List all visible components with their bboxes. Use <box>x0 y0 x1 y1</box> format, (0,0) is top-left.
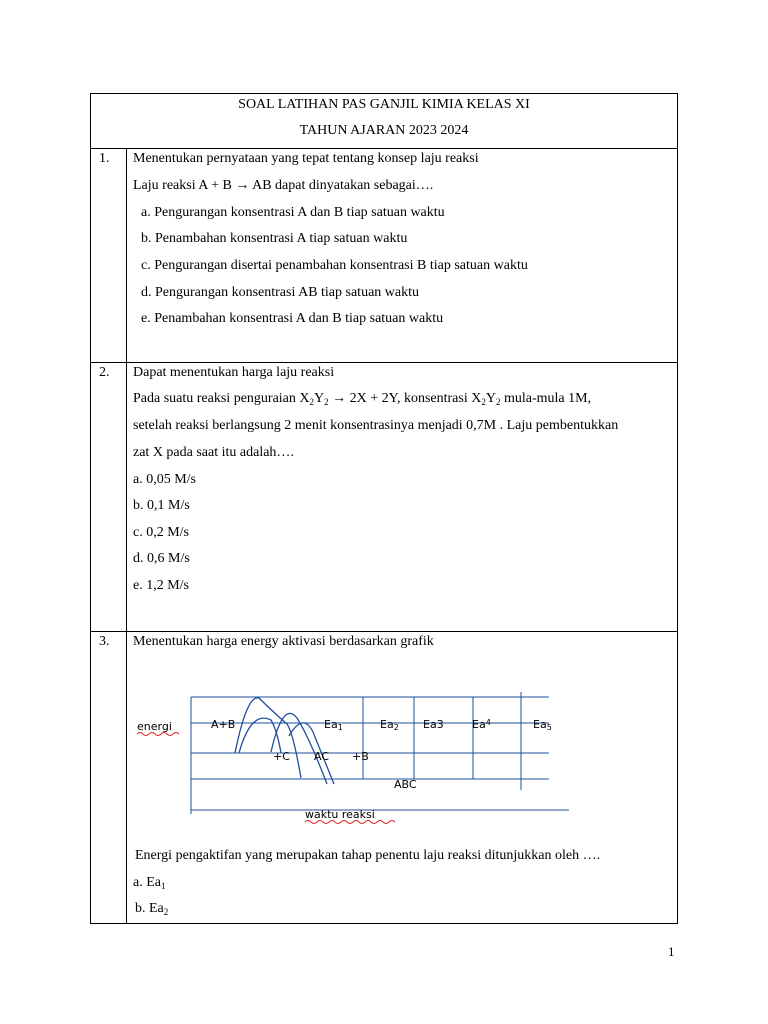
reactant-label: A+B <box>211 718 236 731</box>
time-axis-label: waktu reaksi <box>305 808 375 821</box>
academic-year: TAHUN AJARAN 2023 2024 <box>299 123 469 138</box>
intermediate-ac-label: AC <box>314 750 330 763</box>
answer-option: b. Penambahan konsentrasi A tiap satuan waktu <box>141 231 408 246</box>
ea2-label: Ea2 <box>380 718 399 732</box>
ea1-label: Ea1 <box>324 718 343 732</box>
answer-option: e. Penambahan konsentrasi A dan B tiap satuan waktu <box>141 311 444 326</box>
question-indicator: Menentukan pernyataan yang tepat tentang konsep laju reaksi <box>133 151 479 166</box>
product-label: ABC <box>394 778 417 791</box>
question-stem: Energi pengaktifan yang merupakan tahap penentu laju reaksi ditunjukkan oleh …. <box>135 848 601 863</box>
table-divider <box>91 631 677 632</box>
question-stem: Laju reaksi A + B → AB dapat dinyatakan sebagai…. <box>133 178 434 193</box>
ea4-label: Ea$^4$ <box>472 718 491 731</box>
answer-option: d. 0,6 M/s <box>133 551 190 566</box>
answer-option: b. 0,1 M/s <box>133 498 190 513</box>
page-number: 1 <box>668 944 675 959</box>
ea5-label: Ea5 <box>533 718 552 732</box>
number-column-divider <box>126 148 127 923</box>
energy-diagram <box>131 692 631 834</box>
question-number: 1. <box>99 151 110 166</box>
table-divider <box>91 148 677 149</box>
question-indicator: Dapat menentukan harga laju reaksi <box>133 365 335 380</box>
question-table <box>90 93 678 924</box>
document-title: SOAL LATIHAN PAS GANJIL KIMIA KELAS XI <box>238 97 530 112</box>
table-divider <box>91 362 677 363</box>
answer-option: e. 1,2 M/s <box>133 578 189 593</box>
question-number: 3. <box>99 634 110 649</box>
question-number: 2. <box>99 365 110 380</box>
question-stem-line: zat X pada saat itu adalah…. <box>133 445 294 460</box>
answer-option: a. Pengurangan konsentrasi A dan B tiap satuan waktu <box>141 205 445 220</box>
ea3-label: Ea3 <box>423 718 444 731</box>
question-indicator: Menentukan harga energy aktivasi berdasarkan grafik <box>133 634 434 649</box>
intermediate-b-label: +B <box>352 750 369 763</box>
energy-axis-label: energi <box>137 720 172 733</box>
intermediate-c-label: +C <box>273 750 290 763</box>
question-stem: Pada suatu reaksi penguraian $X_2Y_2 \to 2X + 2Y$, konsentrasi $X_2Y_2$ mula-mula 1M, <box>133 391 592 407</box>
answer-option: c. Pengurangan disertai penambahan konsentrasi B tiap satuan waktu <box>141 258 528 273</box>
diagram-grid-lines <box>191 692 569 814</box>
answer-option: c. 0,2 M/s <box>133 525 189 540</box>
answer-option: a. $Ea_1$ <box>133 875 166 891</box>
question-stem-line: setelah reaksi berlangsung 2 menit konsentrasinya menjadi 0,7M . Laju pembentukkan <box>133 418 619 433</box>
answer-option: d. Pengurangan konsentrasi AB tiap satuan waktu <box>141 285 420 300</box>
answer-option: b. $Ea_2$ <box>135 901 169 917</box>
energy-curve <box>235 698 334 784</box>
answer-option: a. 0,05 M/s <box>133 472 196 487</box>
